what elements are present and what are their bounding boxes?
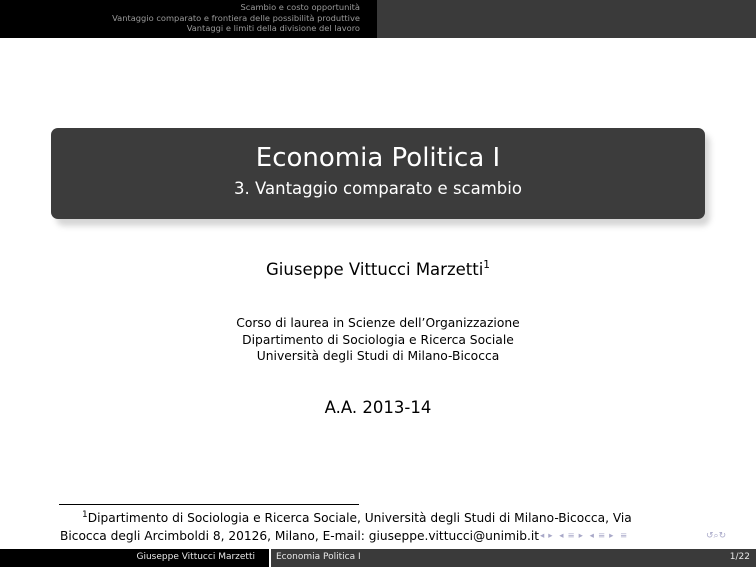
title-box	[51, 128, 705, 219]
navigation-search	[706, 531, 726, 541]
header-left-panel	[0, 0, 377, 38]
section-link[interactable]: Scambio e costo opportunità	[240, 2, 360, 12]
institute-line: Corso di laurea in Scienze dell’Organizzazione	[236, 316, 520, 330]
footer-author: Giuseppe Vittucci Marzetti	[136, 552, 255, 562]
footnote-rule	[59, 504, 359, 505]
footer-author-panel	[0, 549, 269, 567]
footer-title-panel	[271, 549, 756, 567]
footer-bar	[0, 549, 756, 567]
nav-subsection-icon[interactable]: ≡	[567, 531, 575, 541]
navigation-symbols	[540, 531, 631, 545]
author-footnote-mark[interactable]: 1	[483, 259, 490, 271]
slide-title: Economia Politica I	[255, 143, 501, 173]
section-navigation	[112, 2, 360, 34]
slide-subtitle: 3. Vantaggio comparato e scambio	[234, 179, 522, 198]
institute-line: Università degli Studi di Milano-Bicocca	[256, 349, 500, 363]
footnote-line: $^1$Dipartimento di Sociologia e Ricerca Sociale, Università degli Studi di Milano-Bicocca, Via	[82, 510, 632, 525]
section-link[interactable]: Vantaggio comparato e frontiera delle possibilità produttive	[112, 12, 360, 23]
author	[0, 258, 756, 282]
nav-back-icon[interactable]: ↺	[706, 531, 714, 541]
header-bar	[0, 0, 756, 38]
nav-prev-section-icon[interactable]: ◂	[589, 531, 594, 541]
nav-next-subsection-icon[interactable]: ▸	[578, 531, 583, 541]
institute-line: Dipartimento di Sociologia e Ricerca Sociale	[242, 332, 514, 347]
footnote-mark: 1	[82, 510, 88, 520]
nav-section-icon[interactable]: ≡	[597, 531, 606, 541]
search-icon[interactable]: ⌕	[713, 531, 719, 541]
section-link[interactable]: Vantaggi e limiti della divisione del lavoro	[186, 23, 360, 33]
nav-align-icon[interactable]: ≡	[620, 531, 628, 541]
author-name: Giuseppe Vittucci Marzetti	[266, 260, 484, 279]
academic-year: A.A. 2013-14	[324, 398, 432, 417]
footnote-line: Bicocca degli Arcimboldi 8, 20126, Milano, E-mail: giuseppe.vittucci@unimib.it	[60, 529, 540, 543]
institute	[0, 315, 756, 365]
nav-prev-frame-icon[interactable]: ◂	[540, 531, 545, 541]
nav-next-frame-icon[interactable]: ▸	[548, 531, 553, 541]
page-number: 1/22	[729, 552, 750, 562]
nav-forward-icon[interactable]: ↻	[718, 531, 727, 541]
header-right-panel	[377, 0, 756, 38]
nav-next-section-icon[interactable]: ▸	[609, 531, 614, 541]
footer-title: Economia Politica I	[276, 552, 361, 562]
nav-prev-subsection-icon[interactable]: ◂	[559, 531, 564, 541]
